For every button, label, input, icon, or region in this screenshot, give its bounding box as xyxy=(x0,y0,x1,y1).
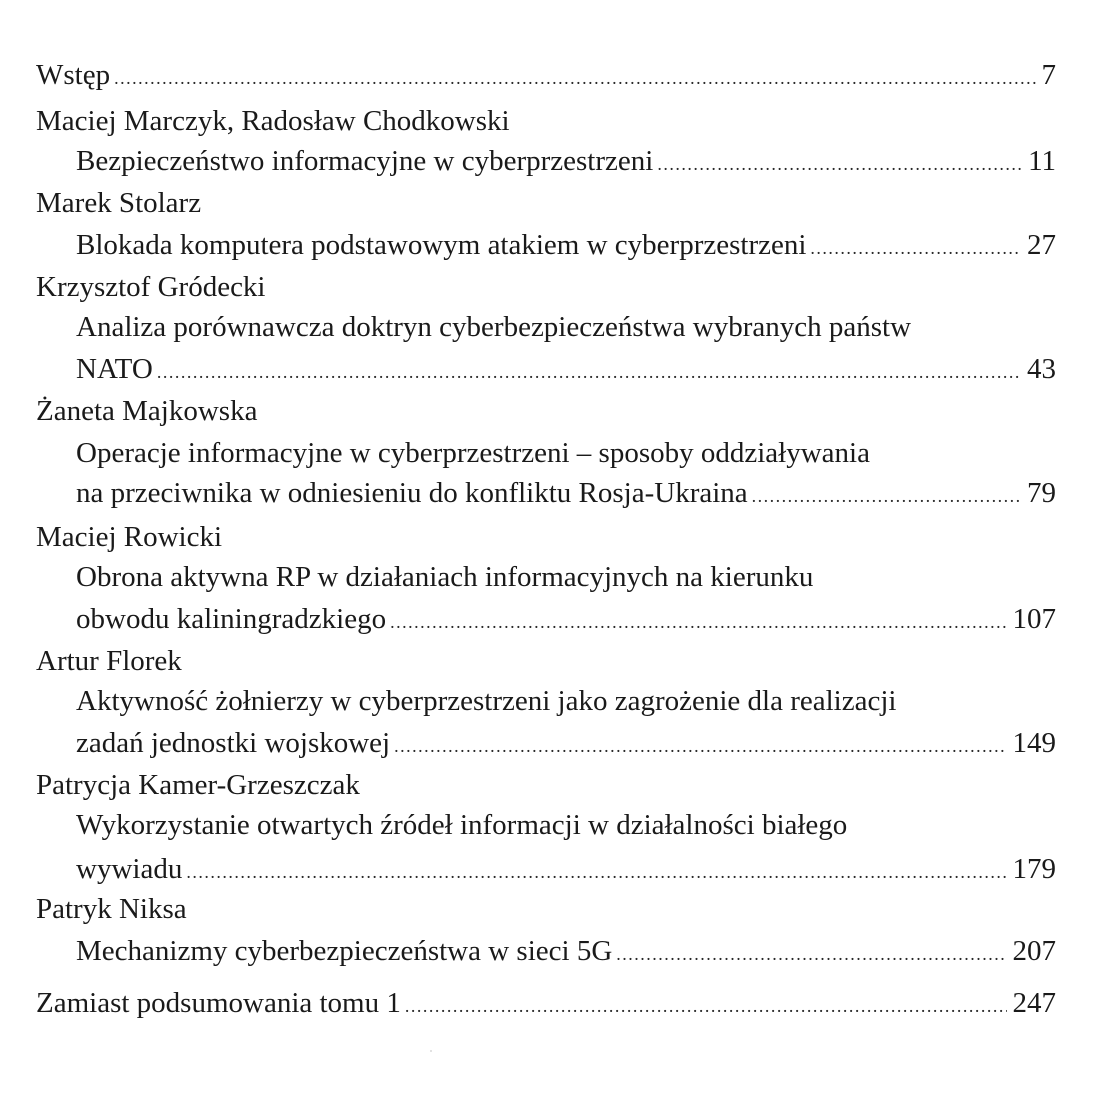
toc-entry-title-line: Operacje informacyjne w cyberprzestrzeni – sposoby oddziaływania xyxy=(76,437,870,469)
toc-author: Patrycja Kamer-Grzeszczak xyxy=(36,769,360,801)
toc-author: Marek Stolarz xyxy=(36,187,202,219)
toc-entry xyxy=(76,846,1056,886)
toc-entry-title: na przeciwnika w odniesieniu do konfliktu Rosja-Ukraina xyxy=(76,476,752,510)
toc-entry xyxy=(76,928,1056,968)
toc-entry-page: 11 xyxy=(1022,144,1056,178)
toc-entry xyxy=(76,720,1056,760)
toc-entry-title: Wstęp xyxy=(36,58,114,92)
toc-entry xyxy=(76,470,1056,510)
toc-entry-closing xyxy=(36,980,1056,1020)
toc-entry-page: 149 xyxy=(1007,726,1057,760)
toc-entry-page: 43 xyxy=(1021,352,1056,386)
toc-entry-title: NATO xyxy=(76,352,157,386)
dot-leader xyxy=(114,58,1035,92)
toc-entry xyxy=(76,596,1056,636)
toc-author: Patryk Niksa xyxy=(36,893,187,925)
dot-leader xyxy=(657,144,1022,178)
dot-leader xyxy=(390,602,1006,636)
toc-entry-title: obwodu kaliningradzkiego xyxy=(76,602,390,636)
toc-entry-page: 27 xyxy=(1021,228,1056,262)
dot-leader xyxy=(616,934,1006,968)
toc-entry-page: 247 xyxy=(1007,986,1057,1020)
toc-entry-title: zadań jednostki wojskowej xyxy=(76,726,394,760)
toc-entry-title-line: Aktywność żołnierzy w cyberprzestrzeni jako zagrożenie dla realizacji xyxy=(76,685,897,717)
toc-author: Artur Florek xyxy=(36,645,182,677)
toc-entry xyxy=(76,346,1056,386)
dot-leader xyxy=(157,352,1021,386)
toc-entry-page: 79 xyxy=(1021,476,1056,510)
toc-entry-title: Bezpieczeństwo informacyjne w cyberprzestrzeni xyxy=(76,144,657,178)
dot-leader xyxy=(405,986,1007,1020)
toc-author: Krzysztof Gródecki xyxy=(36,271,266,303)
toc-entry-page: 7 xyxy=(1036,58,1057,92)
toc-entry-page: 179 xyxy=(1007,852,1057,886)
toc-entry xyxy=(76,222,1056,262)
toc-entry-page: 207 xyxy=(1007,934,1057,968)
toc-entry-title-line: Wykorzystanie otwartych źródeł informacji w działalności białego xyxy=(76,809,848,841)
toc-entry-title: wywiadu xyxy=(76,852,186,886)
dot-leader xyxy=(186,852,1006,886)
toc-entry-page: 107 xyxy=(1007,602,1057,636)
toc-entry-title: Mechanizmy cyberbezpieczeństwa w sieci 5G xyxy=(76,934,616,968)
toc-entry-title: Blokada komputera podstawowym atakiem w cyberprzestrzeni xyxy=(76,228,810,262)
toc-entry-title-line: Obrona aktywna RP w działaniach informacyjnych na kierunku xyxy=(76,561,814,593)
toc-author: Maciej Rowicki xyxy=(36,521,223,553)
dot-leader xyxy=(752,476,1021,510)
toc-entry-title: Zamiast podsumowania tomu 1 xyxy=(36,986,405,1020)
toc-author: Żaneta Majkowska xyxy=(36,395,258,427)
toc-entry-title-line: Analiza porównawcza doktryn cyberbezpieczeństwa wybranych państw xyxy=(76,311,912,343)
scan-speck xyxy=(430,1050,432,1052)
toc-entry-intro xyxy=(36,52,1056,92)
toc-entry xyxy=(76,138,1056,178)
dot-leader xyxy=(810,228,1021,262)
dot-leader xyxy=(394,726,1006,760)
toc-author: Maciej Marczyk, Radosław Chodkowski xyxy=(36,105,510,137)
